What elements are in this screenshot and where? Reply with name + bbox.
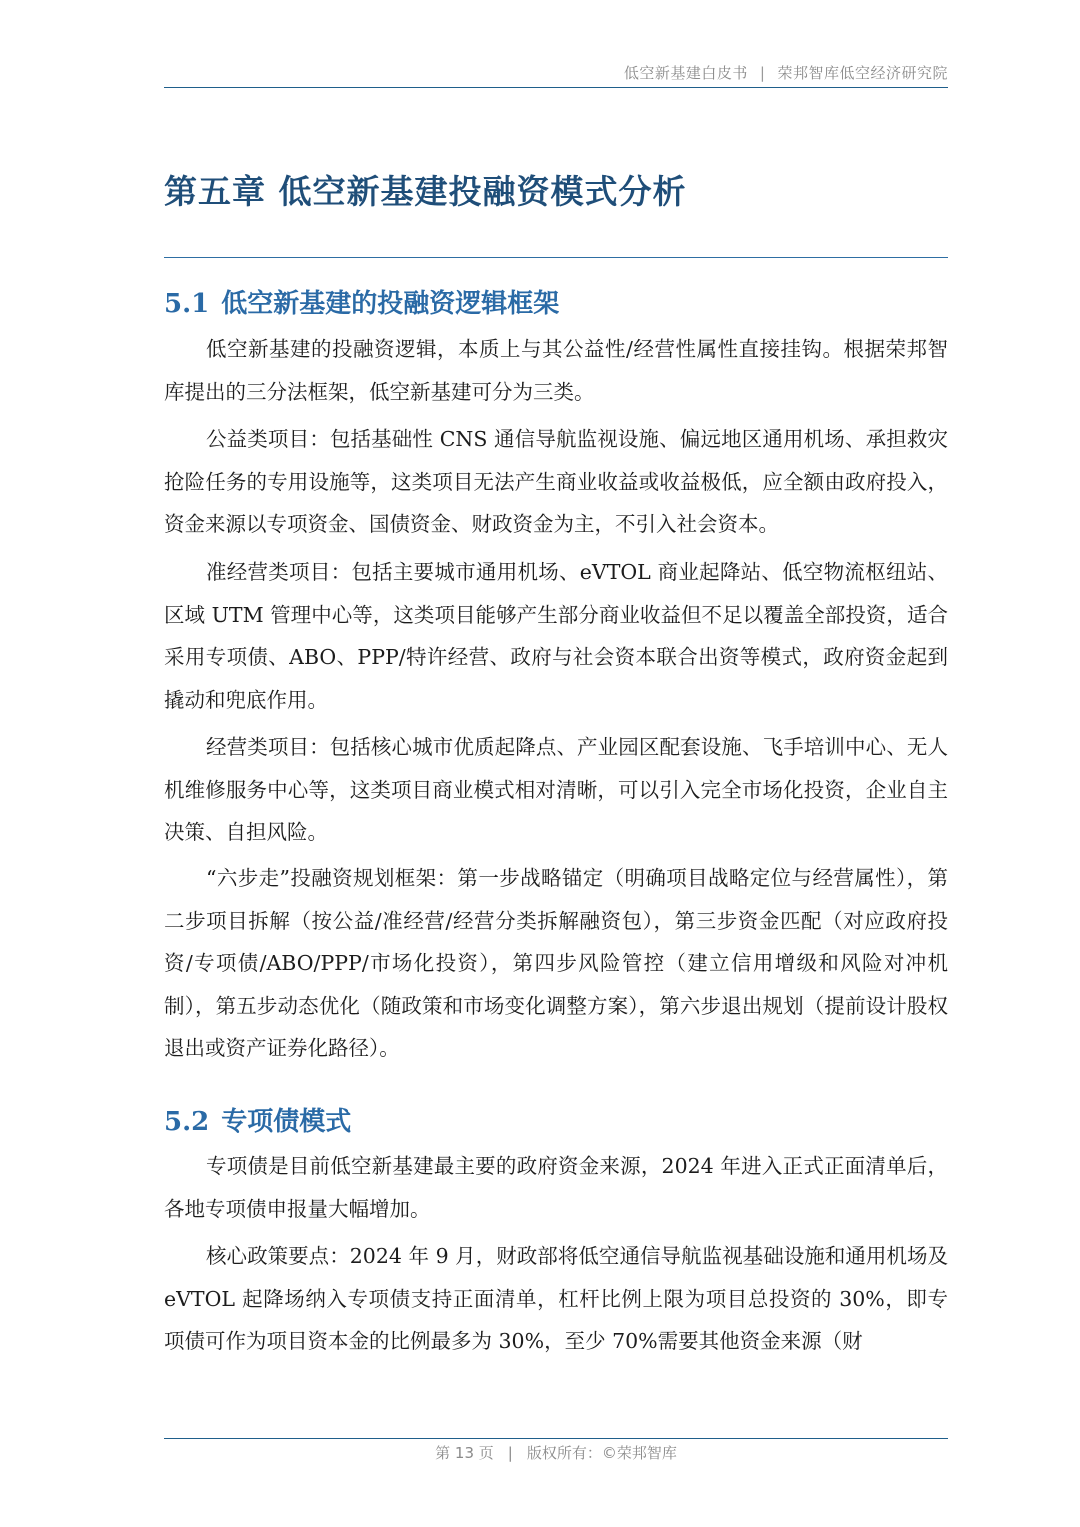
paragraph: 经营类项目：包括核心城市优质起降点、产业园区配套设施、飞手培训中心、无人机维修服务中心等，这类项目商业模式相对清晰，可以引入完全市场化投资，企业自主决策、自担风险。 xyxy=(164,735,948,844)
header-doc-title: 低空新基建白皮书 xyxy=(623,64,748,82)
paragraph: 专项债是目前低空新基建最主要的政府资金来源，2024 年进入正式正面清单后，各地专项债申报量大幅增加。 xyxy=(164,1154,948,1221)
section-number: 5.1 xyxy=(164,289,210,319)
section-heading-5-2 xyxy=(164,1101,351,1138)
header-separator: | xyxy=(759,64,766,82)
header-publisher: 荣邦智库低空经济研究院 xyxy=(777,64,948,82)
chapter-rule xyxy=(164,257,948,258)
footer-separator: | xyxy=(507,1444,513,1462)
paragraph: 低空新基建的投融资逻辑，本质上与其公益性/经营性属性直接挂钩。根据荣邦智库提出的三分法框架，低空新基建可分为三类。 xyxy=(164,337,948,404)
page-number: 第 13 页 xyxy=(435,1444,494,1462)
paragraph: “六步走”投融资规划框架：第一步战略锚定（明确项目战略定位与经营属性），第二步项目拆解（按公益/准经营/经营分类拆解融资包），第三步资金匹配（对应政府投资/专项债/ABO/PPP/市场化投资），第四步风险管控（建立信用增级和风险对冲机制），第五步动态优化（随政策和市场变化调整方案），第六步退出规划（提前设计股权退出或资产证券化路径）。 xyxy=(164,866,948,1060)
chapter-title: 第五章 低空新基建投融资模式分析 xyxy=(164,172,687,211)
footer-rule xyxy=(164,1438,948,1439)
running-header xyxy=(164,62,948,88)
section-heading-5-1 xyxy=(164,283,559,320)
paragraph: 准经营类项目：包括主要城市通用机场、eVTOL 商业起降站、低空物流枢纽站、区域 UTM 管理中心等，这类项目能够产生部分商业收益但不足以覆盖全部投资，适合采用专项债、ABO、PPP/特许经营、政府与社会资本联合出资等模式，政府资金起到撬动和兜底作用。 xyxy=(164,560,948,712)
paragraph: 核心政策要点：2024 年 9 月，财政部将低空通信导航监视基础设施和通用机场及 eVTOL 起降场纳入专项债支持正面清单，杠杆比例上限为项目总投资的 30%，即专项债可作为项目资本金的比例最多为 30%，至少 70%需要其他资金来源（财 xyxy=(164,1244,948,1353)
copyright-notice: 版权所有：©荣邦智库 xyxy=(526,1444,677,1462)
paragraph: 公益类项目：包括基础性 CNS 通信导航监视设施、偏远地区通用机场、承担救灾抢险任务的专用设施等，这类项目无法产生商业收益或收益极低，应全额由政府投入，资金来源以专项资金、国债资金、财政资金为主，不引入社会资本。 xyxy=(164,427,948,536)
section-title-text: 低空新基建的投融资逻辑框架 xyxy=(221,289,560,319)
header-rule xyxy=(164,87,948,88)
page-footer xyxy=(164,1442,948,1463)
section-number: 5.2 xyxy=(164,1107,210,1137)
section-title-text: 专项债模式 xyxy=(221,1107,352,1137)
